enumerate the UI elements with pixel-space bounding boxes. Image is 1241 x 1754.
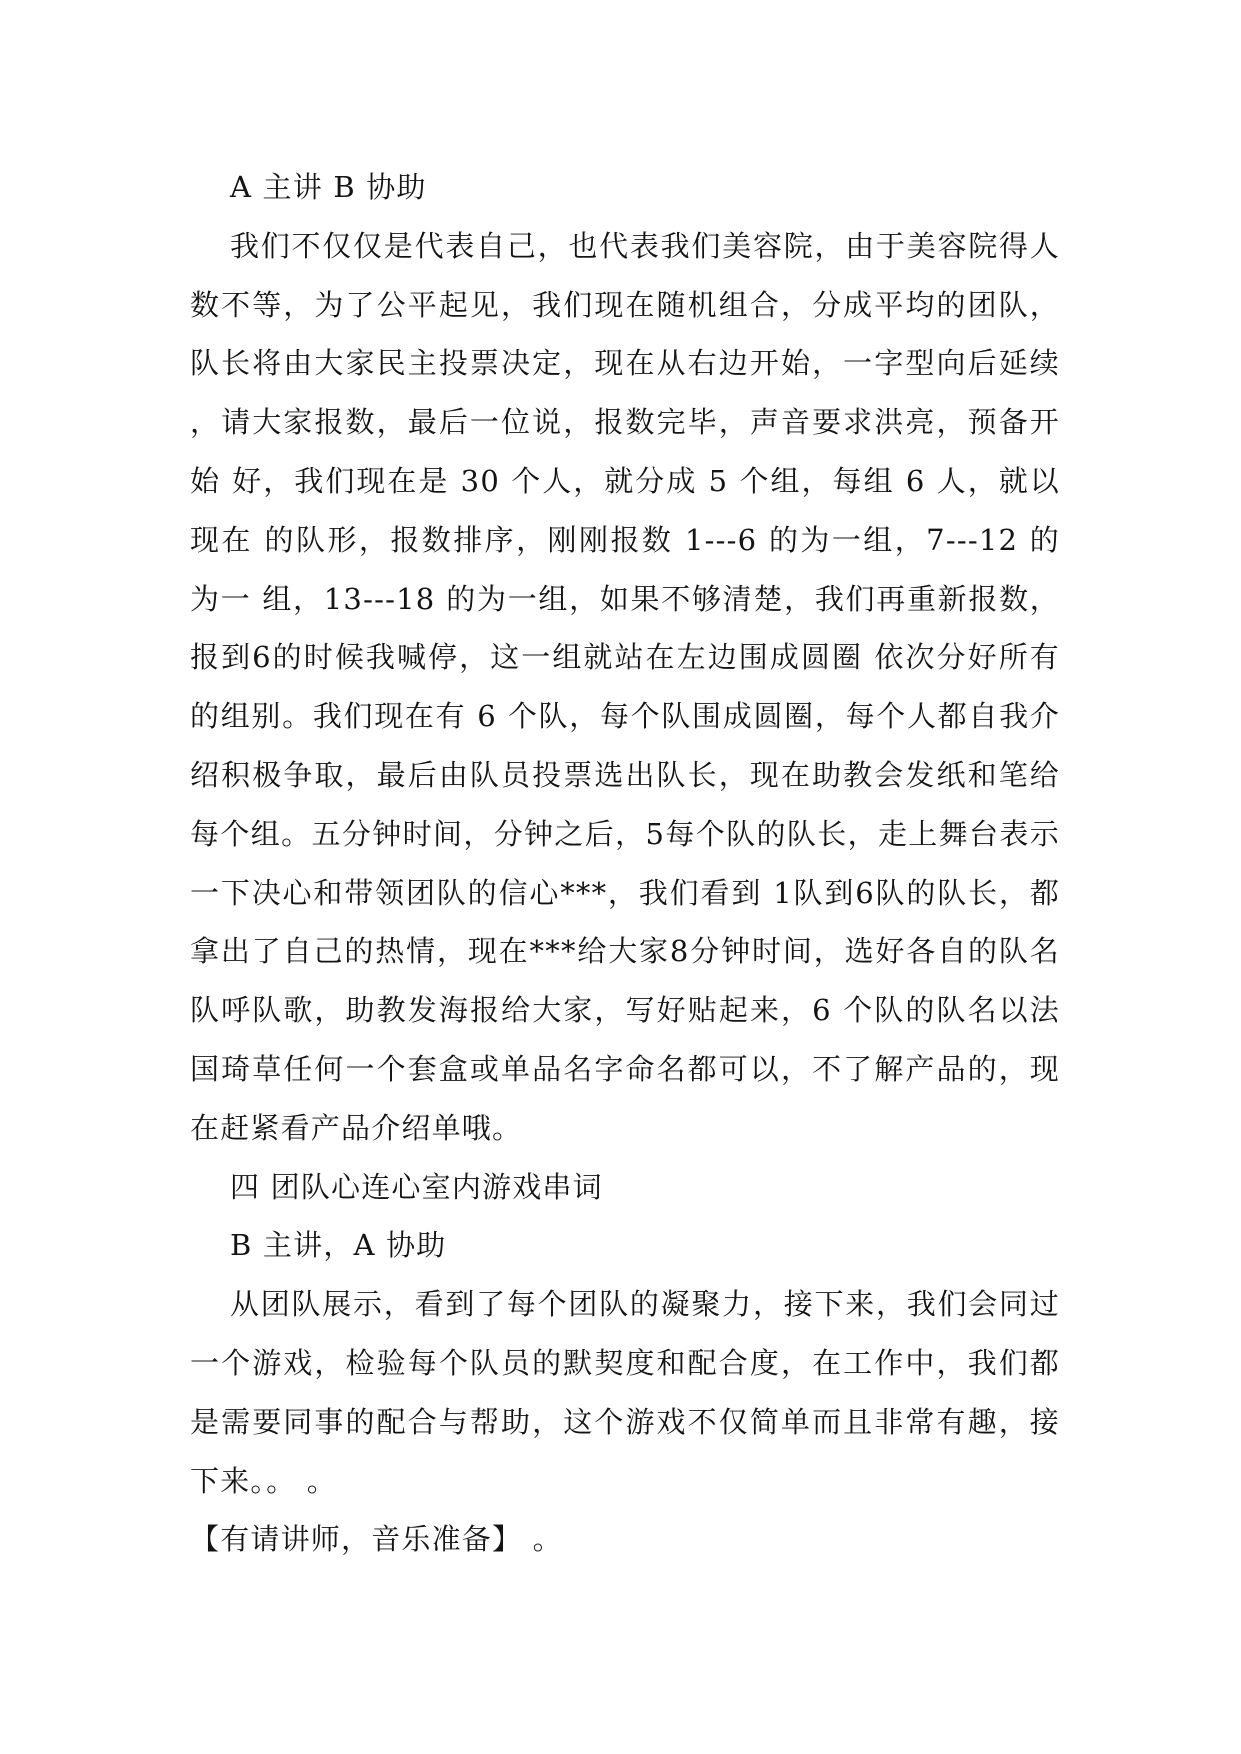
- stage-direction: 【有请讲师，音乐准备】 。: [190, 1522, 563, 1557]
- section-heading-game: 四 团队心连心室内游戏串词: [230, 1169, 603, 1204]
- speaker-line-b-a: B 主讲，A 协助: [230, 1228, 447, 1263]
- body-paragraph-game-intro: 从团队展示，看到了每个团队的凝聚力，接下来，我们会同过一个游戏，检验每个队员的默契度和配合度，在工作中，我们都是需要同事的配合与帮助，这个游戏不仅简单而且非常有趣，接下来。。 。: [190, 1287, 1060, 1498]
- body-paragraph-team-grouping: 我们不仅仅是代表自己，也代表我们美容院，由于美容院得人数不等，为了公平起见，我们现在随机组合，分成平均的团队，队长将由大家民主投票决定，现在从右边开始，一字型向后延续，请大家报数，最后一位说，报数完毕，声音要求洪亮，预备开始 好，我们现在是 30 个人，就分成 5 个组，每组 6 人，就以现在 的队形，报数排序，刚刚报数 1---6 的为一组，7---12 的为一 组，13---18 的为一组，如果不够清楚，我们再重新报数，报到6的时候我喊停，这一组就站在左边围成圆圈 依次分好所有的组别。我们现在有 6 个队，每个队围成圆圈，每个人都自我介绍积极争取，最后由队员投票选出队长，现在助教会发纸和笔给每个组。五分钟时间，分钟之后，5每个队的队长，走上舞台表示一下决心和带领团队的信心***，我们看到 1队到6队的队长，都拿出了自己的热情，现在***给大家8分钟时间，选好各自的队名队呼队歌，助教发海报给大家，写好贴起来，6 个队的队名以法国琦草任何一个套盒或单品名字命名都可以，不了解产品的，现在赶紧看产品介绍单哦。: [190, 228, 1060, 1145]
- document-body: [190, 158, 1060, 1569]
- speaker-line-a-b: A 主讲 B 协助: [230, 170, 427, 204]
